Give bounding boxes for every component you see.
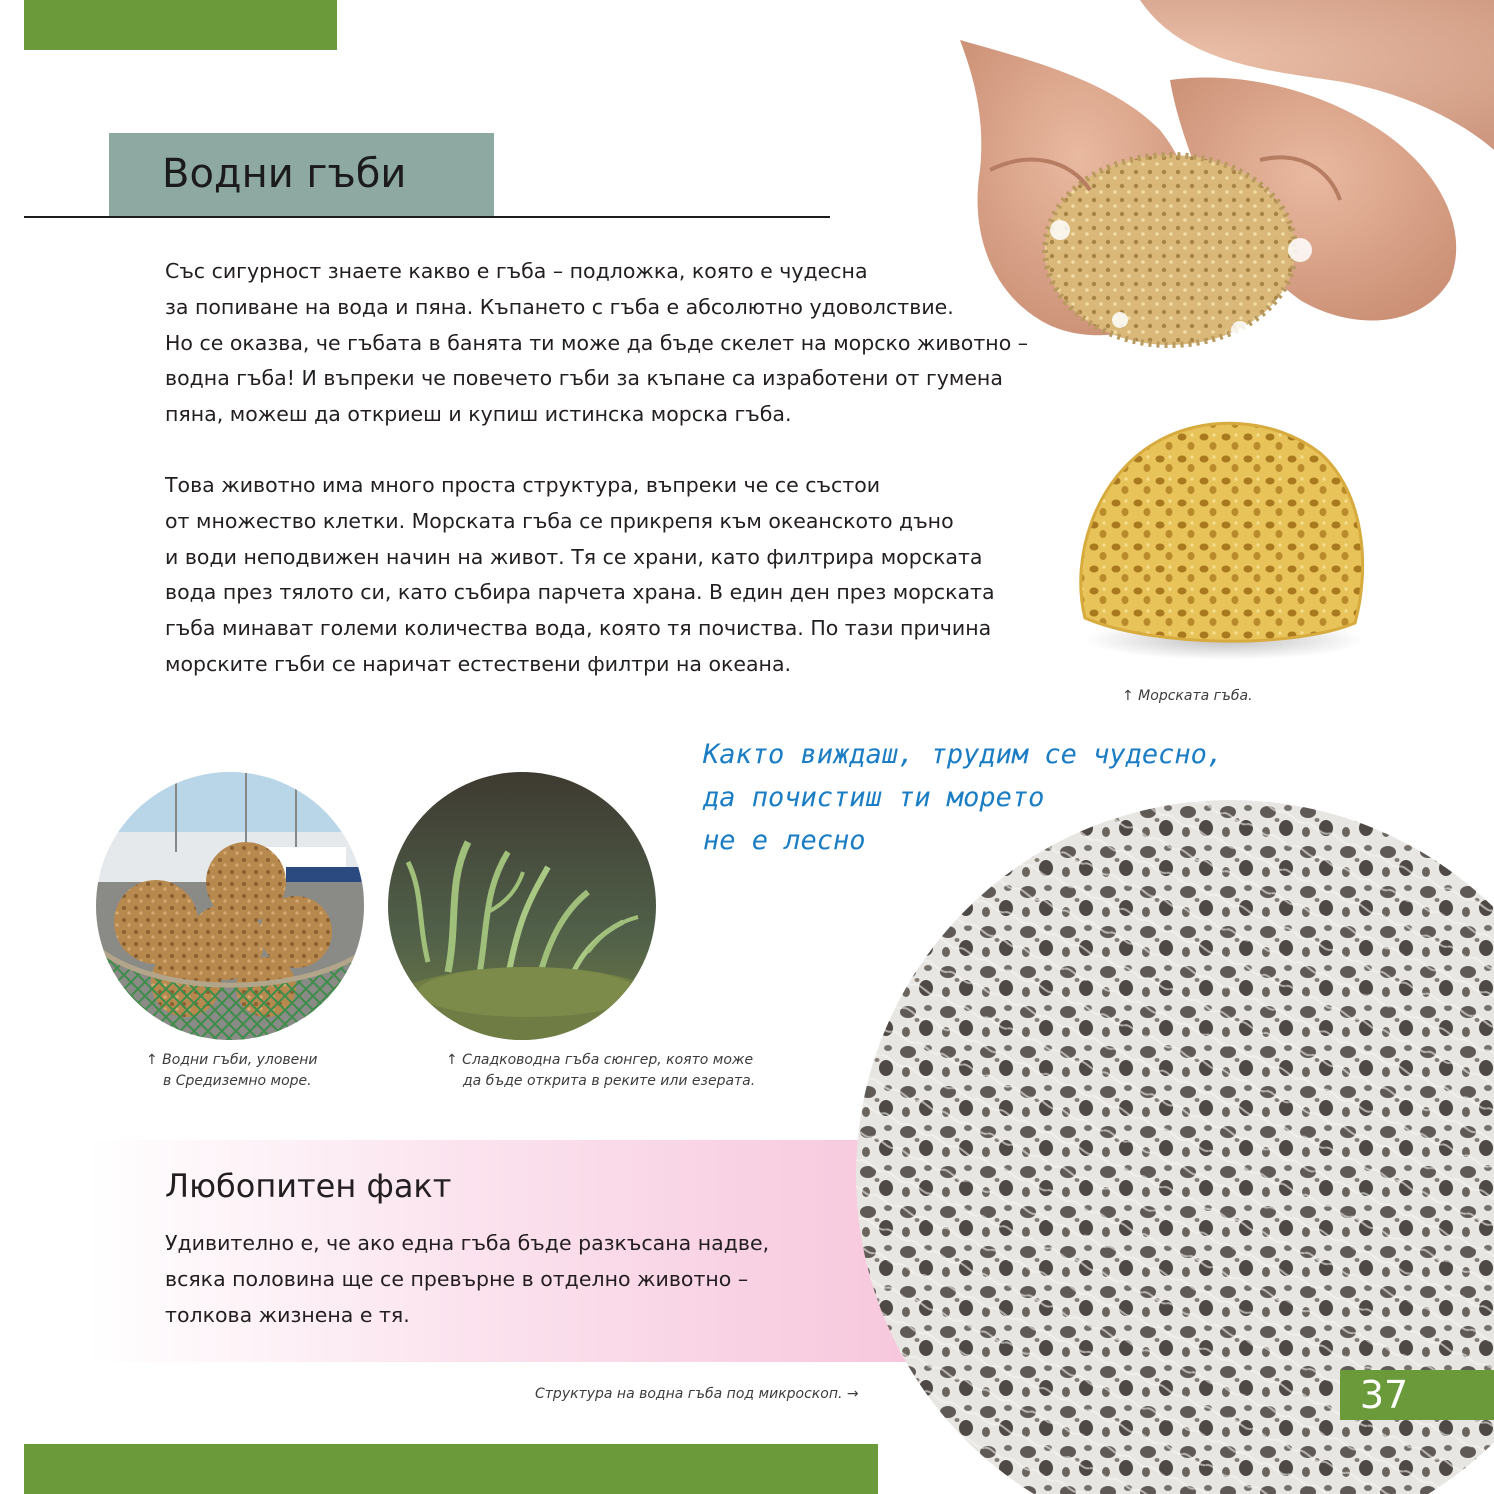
microscope-caption: Структура на водна гъба под микроскоп. → — [535, 1386, 859, 1402]
fun-fact-line: всяка половина ще се превърне в отделно животно – — [165, 1266, 749, 1291]
fun-fact-title: Любопитен факт — [165, 1167, 452, 1205]
page-title: Водни гъби — [162, 151, 407, 197]
caption-line: да бъде открита в реките или езерата. — [463, 1073, 756, 1089]
title-underline — [24, 216, 830, 218]
caption-line: ↑ Сладководна гъба сюнгер, която може — [446, 1052, 754, 1068]
body-line: от множество клетки. Морската гъба се прикрепя към океанското дъно — [165, 508, 954, 533]
intro-line: Но се оказва, че гъбата в банята ти може да бъде скелет на морско животно – — [165, 330, 1029, 355]
freshwater-sponge-photo — [388, 772, 656, 1040]
quote-line: Както виждаш, трудим се чудесно, — [703, 739, 1224, 770]
page-number: 37 — [1359, 1373, 1409, 1417]
body-line: Това животно има много проста структура, въпреки че се състои — [165, 473, 881, 497]
fun-fact-line: толкова жизнена е тя. — [165, 1302, 410, 1327]
body-line: морските гъби се наричат естествени филтри на океана. — [165, 651, 792, 676]
intro-line: за попиване на вода и пяна. Къпането с гъба е абсолютно удоволствие. — [165, 294, 954, 319]
body-line: гъба минават големи количества вода, която тя почиства. По тази причина — [165, 616, 992, 641]
fun-fact-text — [165, 1226, 769, 1333]
sea-sponge-caption: ↑ Морската гъба. — [1122, 688, 1253, 704]
quote-line: да почистиш ти морето — [703, 782, 1045, 813]
body-line: вода през тялото си, като събира парчета храна. В един ден през морската — [165, 580, 995, 605]
hands-sponge-photo — [880, 0, 1494, 385]
top-accent-bar — [24, 0, 337, 50]
fun-fact-line: Удивително е, че ако една гъба бъде разкъсана надве, — [165, 1231, 770, 1255]
sea-sponge-photo — [1065, 408, 1375, 673]
caught-sponges-photo — [96, 772, 364, 1040]
freshwater-sponge-caption — [446, 1050, 755, 1092]
quote-line: не е лесно — [703, 825, 866, 856]
intro-line: водна гъба! И въпреки че повечето гъби за къпане са изработени от гумена — [165, 366, 1003, 391]
body-paragraph — [165, 468, 1105, 683]
caught-sponges-caption — [146, 1050, 318, 1092]
caption-line: в Средиземно море. — [163, 1073, 312, 1089]
intro-line: пяна, можеш да откриеш и купиш истинска морска гъба. — [165, 402, 792, 427]
intro-line: Със сигурност знаете какво е гъба – подложка, която е чудесна — [165, 259, 868, 283]
caption-line: ↑ Водни гъби, уловени — [146, 1052, 318, 1068]
bottom-accent-bar — [24, 1444, 878, 1494]
body-line: и води неподвижен начин на живот. Тя се храни, като филтрира морската — [165, 544, 983, 569]
